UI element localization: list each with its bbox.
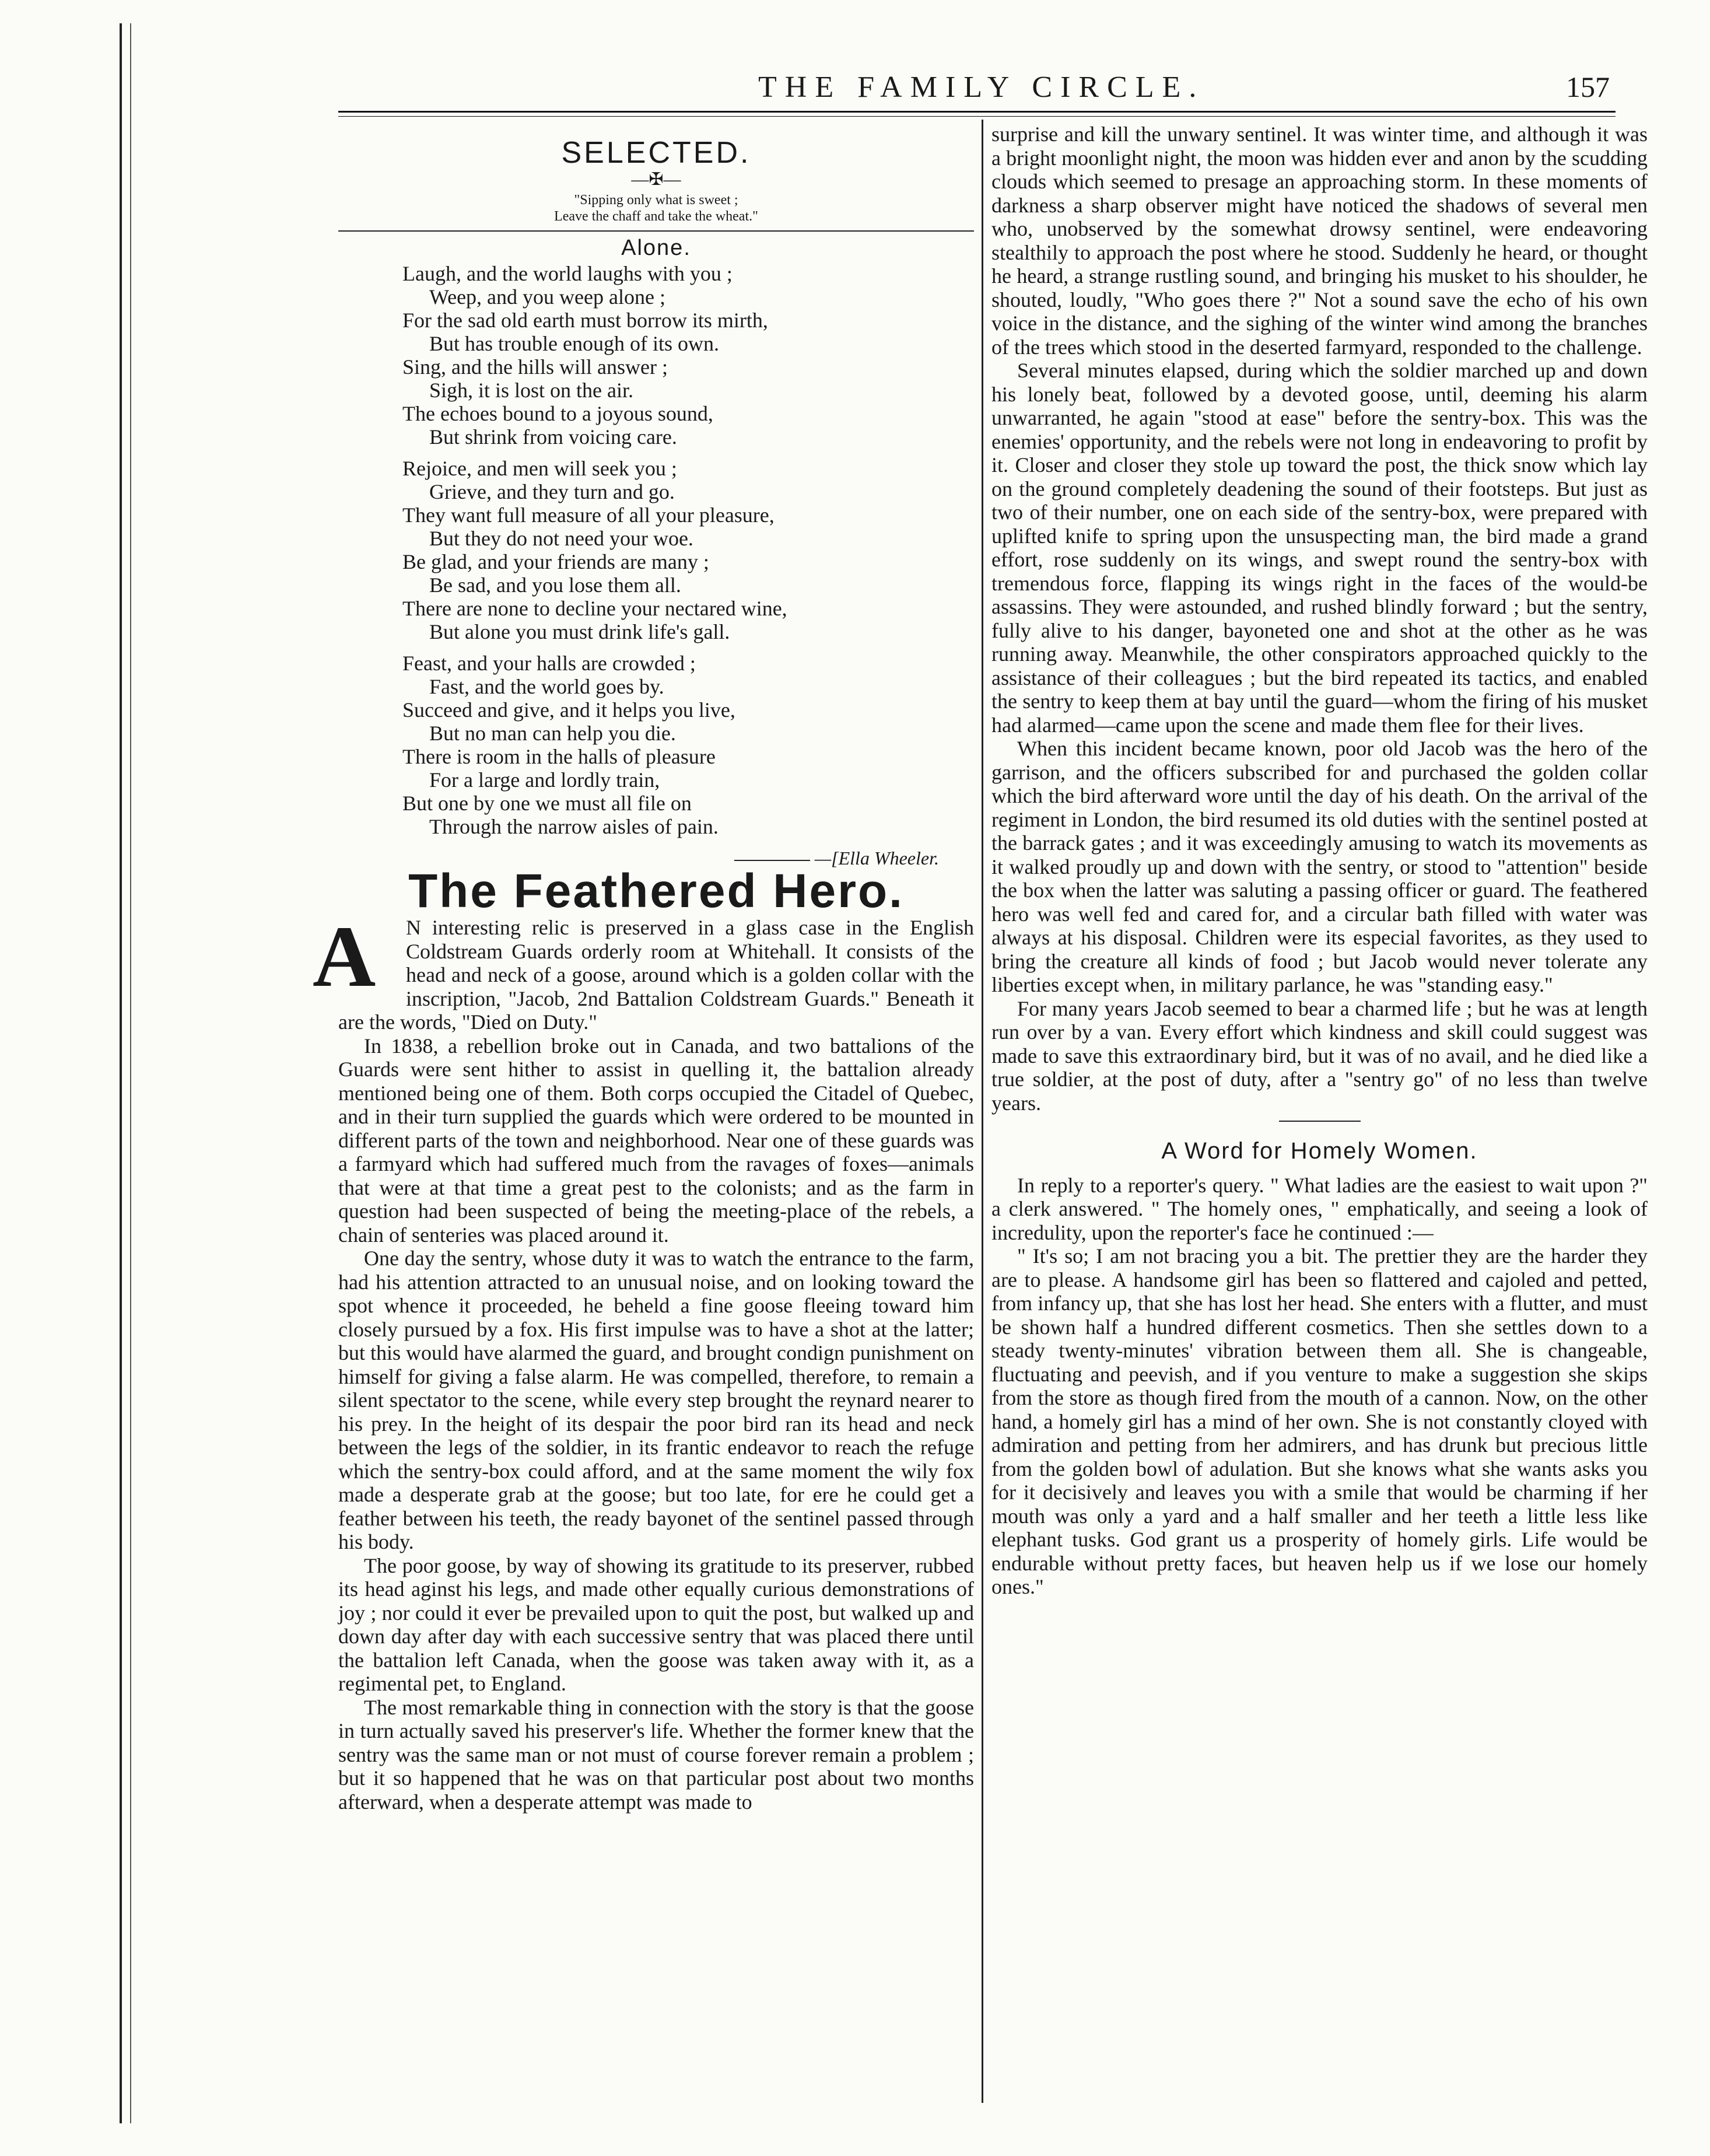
homely-paragraph-2: " It's so; I am not bracing you a bit. The prettier they are the harder they are to please. A handsome girl has been so flattered and cajoled and petted, from infancy up, that she has lost her head. She enters with a flutter, and must be shown half a hundred different cosmetics. Then she settles down to a steady twenty-minutes' vibration between them all. She is changeable, fluctuating and peevish, and if you venture to make a suggestion she skips from the store as though fired from the mouth of a cannon. Now, on the other hand, a homely girl has a mind of her own. She is not constantly cloyed with admiration and petting from her admirers, and has drunk but precious little from the golden bowl of adulation. But she knows what she wants asks you for it decisively and leaves you with a smile that would be charming if her mouth was only a yard and a half smaller and her teeth a little less like elephant tusks. God grant us a prosperity of homely girls. Life would be endurable without pretty faces, but heaven help us if we lose our homely ones.": [991, 1244, 1648, 1598]
poem-line: Rejoice, and men will seek you ;: [402, 457, 677, 480]
poem-line: But shrink from voicing care.: [429, 425, 677, 449]
motto: [338, 192, 974, 225]
section-title-selected: SELECTED.: [561, 136, 751, 170]
scan-binding-edge: [120, 23, 131, 2123]
page-header: [338, 70, 1610, 105]
poem-line: Fast, and the world goes by.: [429, 675, 664, 698]
poem-stanza-1: [402, 262, 974, 449]
article-paragraph-8: When this incident became known, poor old Jacob was the hero of the garrison, and the officers subscribed for and purchased the golden collar which the bird afterward wore until the day of his death. On the arrival of the regiment in London, the bird resumed its old duties with the sentinel posted at the barrack gates ; and it was exceedingly amusing to watch its movements as it walked proudly up and down with the sentry, or stood to "attention" beside the box when the latter was saluting a passing officer or guard. The feathered hero was well fed and cared for, and a circular bath filled with water was always at his disposal. Children were its especial favorites, as they used to bring the creature all kinds of food ; but Jacob would never tolerate any liberties except when, in military parlance, he was "standing easy.": [991, 737, 1648, 996]
running-title: THE FAMILY CIRCLE.: [758, 71, 1205, 104]
motto-line-1: "Sipping only what is sweet ;: [574, 192, 738, 208]
article-paragraph-7: Several minutes elapsed, during which the soldier marched up and down his lonely beat, followed by a devoted goose, until, deeming his alarm unwarranted, he again "stood at ease" before the sentry-box. This was the enemies' opportunity, and the rebels were not long in endeavoring to profit by it. Closer and closer they stole up toward the post, the thick snow which lay on the ground completely deadening the sound of their footsteps. But just as two of their number, one on each side of the sentry-box, were prepared with uplifted knife to spring upon the unsuspecting man, the bird made a grand effort, rose suddenly on its wings, and swept round the sentry-box with tremendous force, flapping its wings right in the faces of the would-be assassins. They were astounded, and rushed blindly forward ; but the sentry, fully alive to his danger, bayoneted one and shot at the other as he was running away. Meanwhile, the other conspirators approached quickly to the assistance of their colleagues ; but the bird repeated its tactics, and enabled the sentry to keep them at bay until the guard—whom the firing of his musket had alarmed—came upon the scene and made them flee for their lives.: [991, 359, 1648, 737]
dropcap-letter: A: [313, 908, 376, 1005]
article-paragraph-6: surprise and kill the unwary sentinel. It was winter time, and although it was a bright moonlight night, the moon was hidden ever and anon by the scudding clouds which seemed to presage an approaching storm. In these moments of darkness a sharp observer might have noticed the shadows of several men who, unobserved by the somewhat drowsy sentinel, were endeavoring stealthily to approach the post where he stood. Suddenly he heard, or thought he heard, a strange rustling sound, and bringing his musket to his shoulder, he shouted, loudly, "Who goes there ?" Not a sound save the echo of his own voice in the distance, and the sighing of the winter wind among the branches of the trees which stood in the deserted farmyard, responded to the challenge.: [991, 123, 1648, 359]
poem-author: —[Ella Wheeler.: [814, 848, 939, 869]
poem-line: Sigh, it is lost on the air.: [429, 379, 634, 402]
poem-line: Sing, and the hills will answer ;: [402, 355, 668, 379]
article-paragraph-4: The poor goose, by way of showing its gratitude to its preserver, rubbed its head aginst his legs, and made other equally curious demonstrations of joy ; nor could it ever be prevailed upon to quit the post, but walked up and down day after day with each successive sentry that was placed there until the battalion left Canada, when the goose was taken away with it, as a regimental pet, to England.: [338, 1553, 974, 1695]
page-number: 157: [1566, 71, 1610, 103]
poem-line: Laugh, and the world laughs with you ;: [402, 262, 733, 285]
ornament: —✠—: [631, 169, 681, 189]
right-column: [991, 123, 1648, 1599]
article-paragraph-1-text: N interesting relic is preserved in a glass case in the English Coldstream Guards orderly room at Whitehall. It consists of the head and neck of a goose, around which is a golden collar with the inscription, "Jacob, 2nd Battalion Coldstream Guards." Beneath it are the words, "Died on Duty.": [338, 916, 974, 1034]
left-column: [313, 123, 974, 1814]
poem-line: Grieve, and they turn and go.: [429, 480, 675, 503]
poem-stanza-2: [402, 457, 974, 643]
article-paragraph-2: In 1838, a rebellion broke out in Canada, and two battalions of the Guards were sent hither to assist in quelling it, the battalion already mentioned being one of them. Both corps occupied the Citadel of Quebec, and in their turn supplied the guards which were ordered to be mounted in different parts of the town and neighborhood. Near one of these guards was a farmyard which had suffered much from the ravages of foxes—animals that were at that time a great pest to the colonists; and as the farm in question had been suspected of being the meeting-place of the rebels, a chain of senteries was placed around it.: [338, 1034, 974, 1247]
section-rule: [338, 230, 974, 232]
signature-rule: [734, 860, 810, 861]
poem-line: For a large and lordly train,: [429, 768, 660, 792]
article-paragraph-5: The most remarkable thing in connection with the story is that the goose in turn actually saved his preserver's life. Whether the former knew that the sentry was the same man or not must of course forever remain a problem ; but it so happened that he was on that particular post about two months afterward, when a desperate attempt was made to: [338, 1695, 974, 1814]
homely-paragraph-1: In reply to a reporter's query. " What ladies are the easiest to wait upon ?" a clerk answered. " The homely ones, " emphatically, and seeing a look of incredulity, upon the reporter's face he continued :—: [991, 1173, 1648, 1244]
poem-body: [402, 262, 974, 838]
poem-line: Weep, and you weep alone ;: [429, 285, 665, 309]
poem-line: Succeed and give, and it helps you live,: [402, 698, 735, 722]
header-rule: [338, 111, 1616, 117]
poem-line: There are none to decline your nectared wine,: [402, 597, 787, 620]
poem-line: Be glad, and your friends are many ;: [402, 550, 709, 573]
poem-title: Alone.: [621, 235, 691, 260]
poem-line: But no man can help you die.: [429, 722, 676, 745]
poem-line: Feast, and your halls are crowded ;: [402, 652, 696, 675]
article-paragraph-3: One day the sentry, whose duty it was to watch the entrance to the farm, had his attention attracted to an unusual noise, and on looking toward the spot whence it proceeded, he beheld a fine goose fleeing toward him closely pursued by a fox. His first impulse was to have a shot at the latter; but this would have alarmed the guard, and brought condign punishment on himself for giving a false alarm. He was compelled, therefore, to remain a silent spectator to the scene, while every step brought the reynard nearer to his prey. In the height of its despair the poor bird ran its head and neck between the legs of the soldier, in its frantic endeavor to reach the refuge which the sentry-box could afford, and at the same moment the wily fox made a desperate grab at the goose; but too late, for ere he could get a feather between his teeth, the ready bayonet of the sentinel passed through his body.: [338, 1247, 974, 1553]
article-paragraph-9: For many years Jacob seemed to bear a charmed life ; but he was at length run over by a van. Every effort which kindness and skill could suggest was made to save this extraordinary bird, but it was of no avail, and he died like a true soldier, at the post of duty, after a "sentry go" of no less than twelve years.: [991, 996, 1648, 1115]
article-paragraph-1: [313, 908, 974, 1034]
poem-line: But has trouble enough of its own.: [429, 332, 719, 355]
poem-line: But one by one we must all file on: [402, 792, 692, 815]
poem-line: They want full measure of all your pleasure,: [402, 503, 775, 527]
poem-line: There is room in the halls of pleasure: [402, 745, 716, 768]
poem-line: Through the narrow aisles of pain.: [429, 815, 719, 838]
poem-line: The echoes bound to a joyous sound,: [402, 402, 713, 425]
poem-line: Be sad, and you lose them all.: [429, 573, 681, 597]
poem-line: But they do not need your woe.: [429, 527, 693, 550]
homely-title: A Word for Homely Women.: [1161, 1138, 1478, 1164]
article-title: The Feathered Hero.: [408, 864, 904, 918]
poem-stanza-3: [402, 652, 974, 838]
motto-line-2: Leave the chaff and take the wheat.": [554, 208, 758, 224]
poem-line: For the sad old earth must borrow its mirth,: [402, 309, 768, 332]
poem-line: But alone you must drink life's gall.: [429, 620, 730, 643]
column-divider: [982, 120, 983, 2103]
article-end-rule: [1279, 1121, 1361, 1122]
